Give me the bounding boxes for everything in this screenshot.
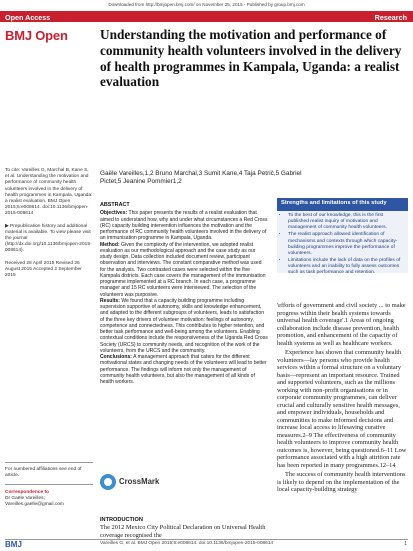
correspondence-email[interactable]: Dr Gaële Vareilles; Vareilles.gaelle@gmail.com [5,496,64,508]
journal-logo: BMJ Open [5,28,68,43]
download-line: Downloaded from http://bmjopen.bmj.com/ on November 25, 2015 - Published by group.bmj.com [108,2,305,7]
strength-item: • The realist approach allowed identification of mechanisms and contexts through which capacity-building programmes improve the performance of volunteers. [288,232,405,257]
crossmark-icon [100,474,116,490]
abstract-heading: ABSTRACT [100,202,130,208]
article-dates: Received 28 April 2015 Revised 26 August 2015 Accepted 2 September 2015 [5,260,82,279]
strengths-heading: Strengths and limitations of this study [277,198,408,211]
correspondence-block [5,490,93,515]
research-label: Research [374,12,407,22]
bmj-footer-logo: BMJ [5,540,22,549]
strengths-list [277,213,408,277]
affiliation-block [5,467,93,485]
prepublication-note: ▶ Prepublication history and additional material is available. To view please visit the journal (http://dx.doi.org/10.1136/bmjopen-2015-008614). [5,223,92,254]
affiliation-note: For numbered affiliations see end of article. [5,467,82,479]
body-paragraph: 'efforts of government and civil society ... to make progress within their health systems towards universal health coverage'.1 Areas of ongoing collaboration include disease prevention, health promotion, and enhancement of the capacity of health systems as well as healthcare workers. [277,302,406,347]
correspondence-heading: Correspondence to [5,490,49,495]
limitation-item: • Limitations include the lack of data on the profiles of volunteers and an inability to fully assess outcomes such as task performance and retention. [288,258,405,276]
page-number: 1 [404,541,407,547]
body-paragraph: Experience has shown that community health volunteers—lay persons who provide health services within a formal structure on a voluntary basis—represent an important resource. Trained and supported volunteers, such as the millions working with non-profit organisations or in corporate community programmes, can deliver crucial and culturally sensitive health messages, and empower individuals, households and communities to make informed decisions and increase local access to lifesaving curative measures.2–9 The effectiveness of community health volunteers to improve community health outcomes is, however, being questioned.6–11 Low performance associated with a high attrition rate has been reported in many programmes.12–14 [277,349,407,469]
author-list: Gaële Vareilles,1,2 Bruno Marchal,3 Sumit Kane,4 Taja Petrič,5 Gabriel Pictet,5 Jeanine Pommier1,2 [100,170,302,186]
body-text-column [277,302,408,496]
body-paragraph: The success of community health interventions is likely to depend on the implementation of the local capacity-building strategy [277,471,406,493]
crossmark-button[interactable] [100,474,160,492]
abstract-method: Method: Given the complexity of the intervention, we adopted realist evaluation as our methodological approach and the case study as our study design. Data collection included document review, participant observation and interviews. The constant comparative method was used for the analysis. Two contrasted cases were selected within the five Kampala districts. Each case covers the management of the immunisation programme implemented at a RC branch. In each case, a programme manager and 15 RC volunteers were interviewed. The selection of the volunteers was purposive. [100,241,266,298]
crossmark-label: CrossMark [119,477,160,486]
strength-item: • To the best of our knowledge, this is the first published realist inquiry of motivation and management of community health volunteers. [288,213,405,231]
introduction-text: The 2012 Mexico City Political Declaration on Universal Health coverage recognised the [100,524,266,539]
divider [5,484,93,485]
abstract-results: Results: We found that a capacity building programme including supervision supportive of autonomy, skills and knowledge enhancement, and adapted to the different subgroups of volunteers, leads to satisfaction of the three key drivers of volunteer motivation: feelings of autonomy, competence and connectedness. This contributes to higher retention, and better task performance and well-being among the volunteers. Enabling contextual conditions include the responsiveness of the Uganda Red Cross Society (URCS) to community needs, and recognition of the work of the volunteers, from the URCS and the community. [100,297,268,354]
abstract [100,202,268,385]
article-info-column [5,168,93,285]
abstract-conclusions: Conclusions: A management approach that caters for the different motivational states and changing needs of the volunteers will lead to better performance. The findings will inform not only the management of community health volunteers, but also the management of all kinds of health workers. [100,354,267,385]
citation-info: To cite: Vareilles G, Marchal B, Kane S, et al. Understanding the motivation and performance of community health volunteers involved in the delivery of health programmes in Kampala, Uganda: a realist evaluation. BMJ Open 2015;5:e008614. doi:10.1136/bmjopen-2015-008614 [5,168,93,217]
abstract-objectives: Objectives: This paper presents the results of a realist evaluation that aimed to understand how, why and under what circumstances a Red Cross (RC) capacity building intervention influences the motivation and the performance of RC community health volunteers involved in the delivery of an immunisation programme in Kampala, Uganda. [100,210,268,242]
article-title: Understanding the motivation and performance of community health volunteers involved in the delivery of health programmes in Kampala, Uganda: a realist evaluation [100,27,402,90]
page-footer [0,539,413,551]
top-banner [0,11,413,22]
introduction-section [100,517,268,539]
footer-citation: Vareilles G, et al. BMJ Open 2015;5:e008614. doi:10.1136/bmjopen-2015-008614 [100,541,274,546]
footer-rule [5,539,408,540]
introduction-heading: INTRODUCTION [100,517,143,523]
divider [5,462,93,463]
strengths-limitations-box [277,198,408,276]
open-access-label: Open Access [5,12,51,22]
